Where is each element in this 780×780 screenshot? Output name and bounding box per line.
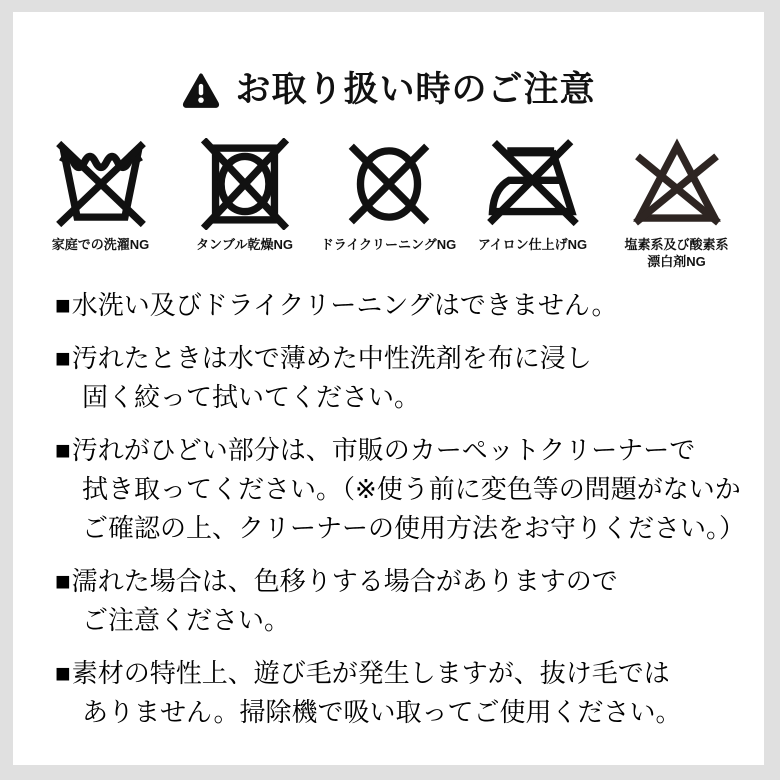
square-bullet: ■ — [55, 290, 71, 320]
note-line: ■素材の特性上、遊び毛が発生しますが、抜け毛では — [55, 658, 670, 688]
care-symbol-label: ドライクリーニングNG — [320, 237, 457, 252]
no-dry-cleaning-icon — [342, 138, 436, 230]
care-symbol-label: 家庭での洗濯NG — [51, 237, 150, 252]
care-note-heavy-stain — [55, 431, 746, 548]
note-line: ■汚れたときは水で薄めた中性洗剤を布に浸し — [55, 343, 592, 373]
care-symbol-no-bleach — [607, 138, 747, 270]
care-note-stain — [55, 339, 740, 417]
square-bullet: ■ — [55, 435, 71, 465]
note-line: ありません。掃除機で吸い取ってご使用ください。 — [82, 697, 682, 727]
note-line: ■水洗い及びドライクリーニングはできません。 — [55, 290, 618, 320]
square-bullet: ■ — [55, 343, 71, 373]
square-bullet: ■ — [55, 566, 71, 596]
care-symbol-label: タンブル乾燥NG — [196, 237, 293, 252]
no-bleach-icon — [630, 138, 724, 230]
care-note-fibers — [55, 654, 740, 732]
care-symbol-label: アイロン仕上げNG — [477, 237, 588, 252]
care-symbol-no-dry-cleaning — [319, 138, 459, 270]
care-notes — [13, 286, 764, 732]
care-symbol-no-iron — [463, 138, 603, 270]
note-line: ご注意ください。 — [82, 605, 291, 635]
page-title-row — [13, 68, 764, 112]
square-bullet: ■ — [55, 658, 71, 688]
care-instructions-panel — [13, 12, 764, 765]
note-line: 拭き取ってください。（※使う前に変色等の問題がないか — [82, 474, 741, 504]
care-symbol-no-tumble-dry — [175, 138, 315, 270]
warning-triangle-icon — [181, 72, 221, 109]
care-symbol-no-home-wash — [31, 138, 171, 270]
no-home-wash-icon — [54, 138, 148, 230]
note-line: ■汚れがひどい部分は、市販のカーペットクリーナーで — [55, 435, 696, 465]
care-note-washing — [55, 286, 740, 325]
no-iron-icon — [486, 138, 580, 230]
note-line: ■濡れた場合は、色移りする場合がありますので — [55, 566, 618, 596]
care-symbols-row — [13, 138, 764, 270]
page-title: お取り扱い時のご注意 — [235, 69, 596, 109]
note-line: ご確認の上、クリーナーの使用方法をお守りください。） — [82, 513, 746, 543]
no-tumble-dry-icon — [198, 138, 292, 230]
care-symbol-label: 塩素系及び酸素系 漂白剤NG — [624, 237, 729, 269]
care-note-wet — [55, 562, 740, 640]
note-line: 固く絞って拭いてください。 — [82, 382, 421, 412]
